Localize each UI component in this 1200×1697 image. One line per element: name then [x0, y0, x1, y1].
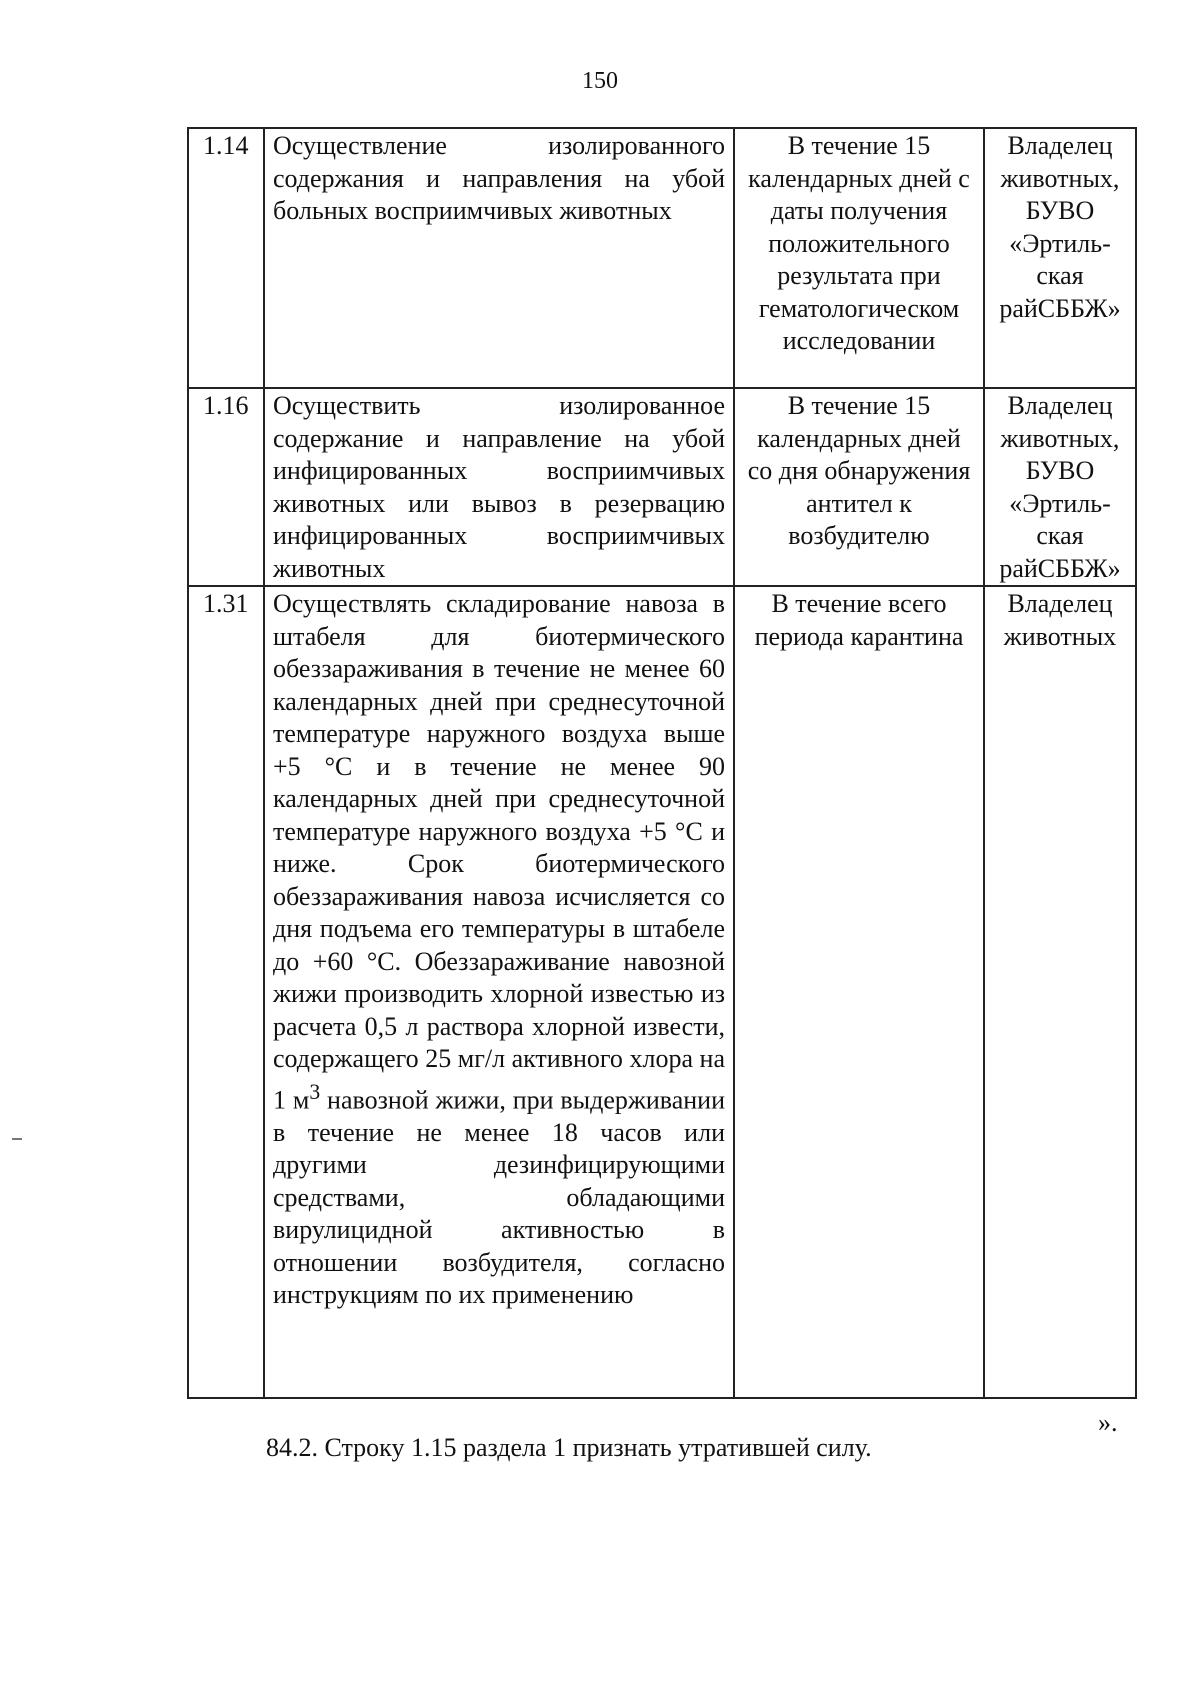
measure-text: Осуществить изолированное содержание и направление на убой инфицированных восприимчивых животных или вывоз в резервацию инфицированных восприимчивых животных [264, 388, 734, 586]
table-row [188, 388, 1136, 586]
footer-paragraph: 84.2. Строку 1.15 раздела 1 признать утратившей силу. [266, 1433, 872, 1462]
row-number: 1.31 [188, 586, 264, 1398]
row-number: 1.14 [188, 128, 264, 388]
page-number: 150 [582, 68, 618, 94]
row-number: 1.16 [188, 388, 264, 586]
responsible-text: Владелец животных, БУВО «Эртиль-ская райСББЖ» [984, 128, 1136, 388]
measure-text-part: навозной жижи, при выдерживании в течение не менее 18 часов или другими дезинфицирующими средствами, обладающими вирулицидной активностью в отношении возбудителя, согласно инструкциям по их применению [273, 1085, 725, 1310]
closing-quote: ». [1098, 1408, 1118, 1437]
superscript-cubic: 3 [309, 1079, 321, 1104]
table-row [188, 586, 1136, 1398]
measure-text: Осуществление изолированного содержания и направления на убой больных восприимчивых животных [264, 128, 734, 388]
term-text: В течение всего периода карантина [734, 586, 984, 1398]
responsible-text: Владелец животных [984, 586, 1136, 1398]
responsible-text: Владелец животных, БУВО «Эртиль-ская райСББЖ» [984, 388, 1136, 586]
measures-table [187, 127, 1137, 1399]
measure-text [264, 586, 734, 1398]
term-text: В течение 15 календарных дней со дня обнаружения антител к возбудителю [734, 388, 984, 586]
measure-text-part: Осуществлять складирование навоза в штабеля для биотермического обеззараживания в течение не менее 60 календарных дней при среднесуточной температуре наружного воздуха выше +5 °С и в течение не менее 90 календарных дней при среднесуточной температуре наружного воздуха +5 °С и ниже. Срок биотермического обеззараживания навоза исчисляется со дня подъема его температуры в штабеле до +60 °С. Обеззараживание навозной жижи производить хлорной известью из расчета 0,5 л раствора хлорной извести, содержащего 25 мг/л активного хлора на 1 м [273, 589, 725, 1115]
table-row [188, 128, 1136, 388]
scan-mark [12, 1138, 22, 1140]
term-text: В течение 15 календарных дней с даты получения положительного результата при гематологическом исследовании [734, 128, 984, 388]
